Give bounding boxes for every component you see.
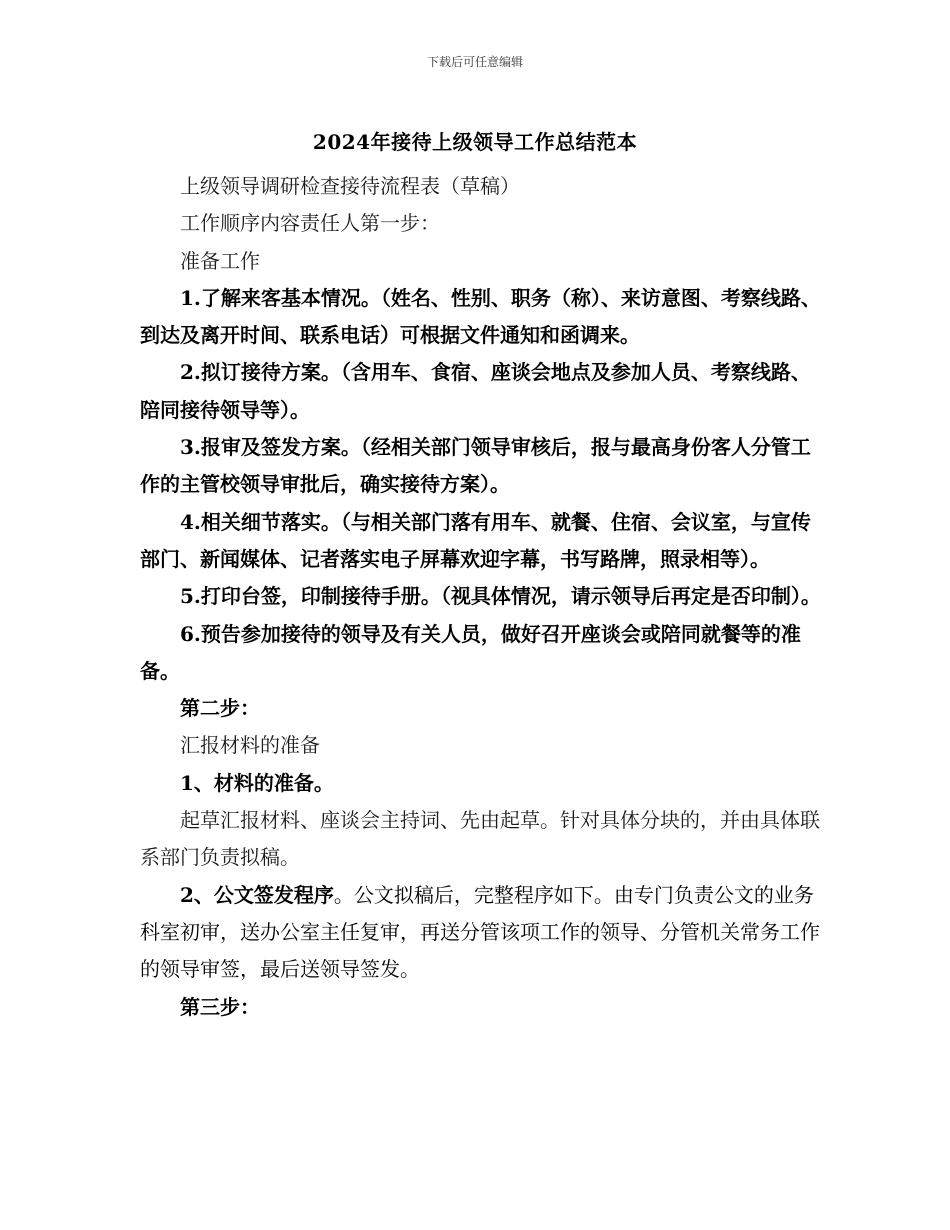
paragraph-report-materials: 汇报材料的准备 [180, 733, 320, 758]
paragraph-preparation: 准备工作 [180, 248, 260, 273]
paragraph-item-5: 5.打印台签，印制接待手册。（视具体情况，请示领导后再定是否印制）。 [180, 584, 821, 609]
paragraph-materials-prep: 1、材料的准备。 [180, 770, 334, 795]
paragraph-step-two: 第二步： [180, 696, 260, 721]
signing-lead: 2、公文签发程序 [180, 882, 334, 907]
paragraph-document-signing [140, 877, 825, 989]
paragraph-drafting: 起草汇报材料、座谈会主持词、先由起草。针对具体分块的，并由具体联系部门负责拟稿。 [140, 808, 820, 870]
paragraph-step-one-header: 工作顺序内容责任人第一步： [180, 211, 440, 236]
paragraph-step-three: 第三步： [180, 994, 260, 1019]
document-body [140, 168, 825, 1026]
paragraph-item-3: 3.报审及签发方案。（经相关部门领导审核后，报与最高身份客人分管工作的主管校领导审批后，确实接待方案）。 [140, 435, 811, 497]
paragraph-item-4: 4.相关细节落实。（与相关部门落有用车、就餐、住宿、会议室，与宣传部门、新闻媒体、记者落实电子屏幕欢迎字幕，书写路牌，照录相等）。 [140, 509, 811, 571]
paragraph-item-6: 6.预告参加接待的领导及有关人员，做好召开座谈会或陪同就餐等的准备。 [140, 621, 801, 683]
signing-rest: 。公文拟稿后，完整程序如下。由专门负责公文的业务科室初审，送办公室主任复审，再送分管该项工作的领导、分管机关常务工作的领导审签，最后送领导签发。 [140, 882, 820, 982]
paragraph-item-1: 1.了解来客基本情况。（姓名、性别、职务（称）、来访意图、考察线路、到达及离开时间、联系电话）可根据文件通知和函调来。 [140, 285, 821, 348]
document-title: 2024年接待上级领导工作总结范本 [312, 130, 638, 154]
paragraph-flow-table-title: 上级领导调研检查接待流程表（草稿） [180, 174, 520, 198]
paragraph-item-2: 2.拟订接待方案。（含用车、食宿、座谈会地点及参加人员、考察线路、陪同接待领导等）。 [140, 360, 811, 422]
page-header: 下载后可任意编辑 [426, 55, 523, 69]
